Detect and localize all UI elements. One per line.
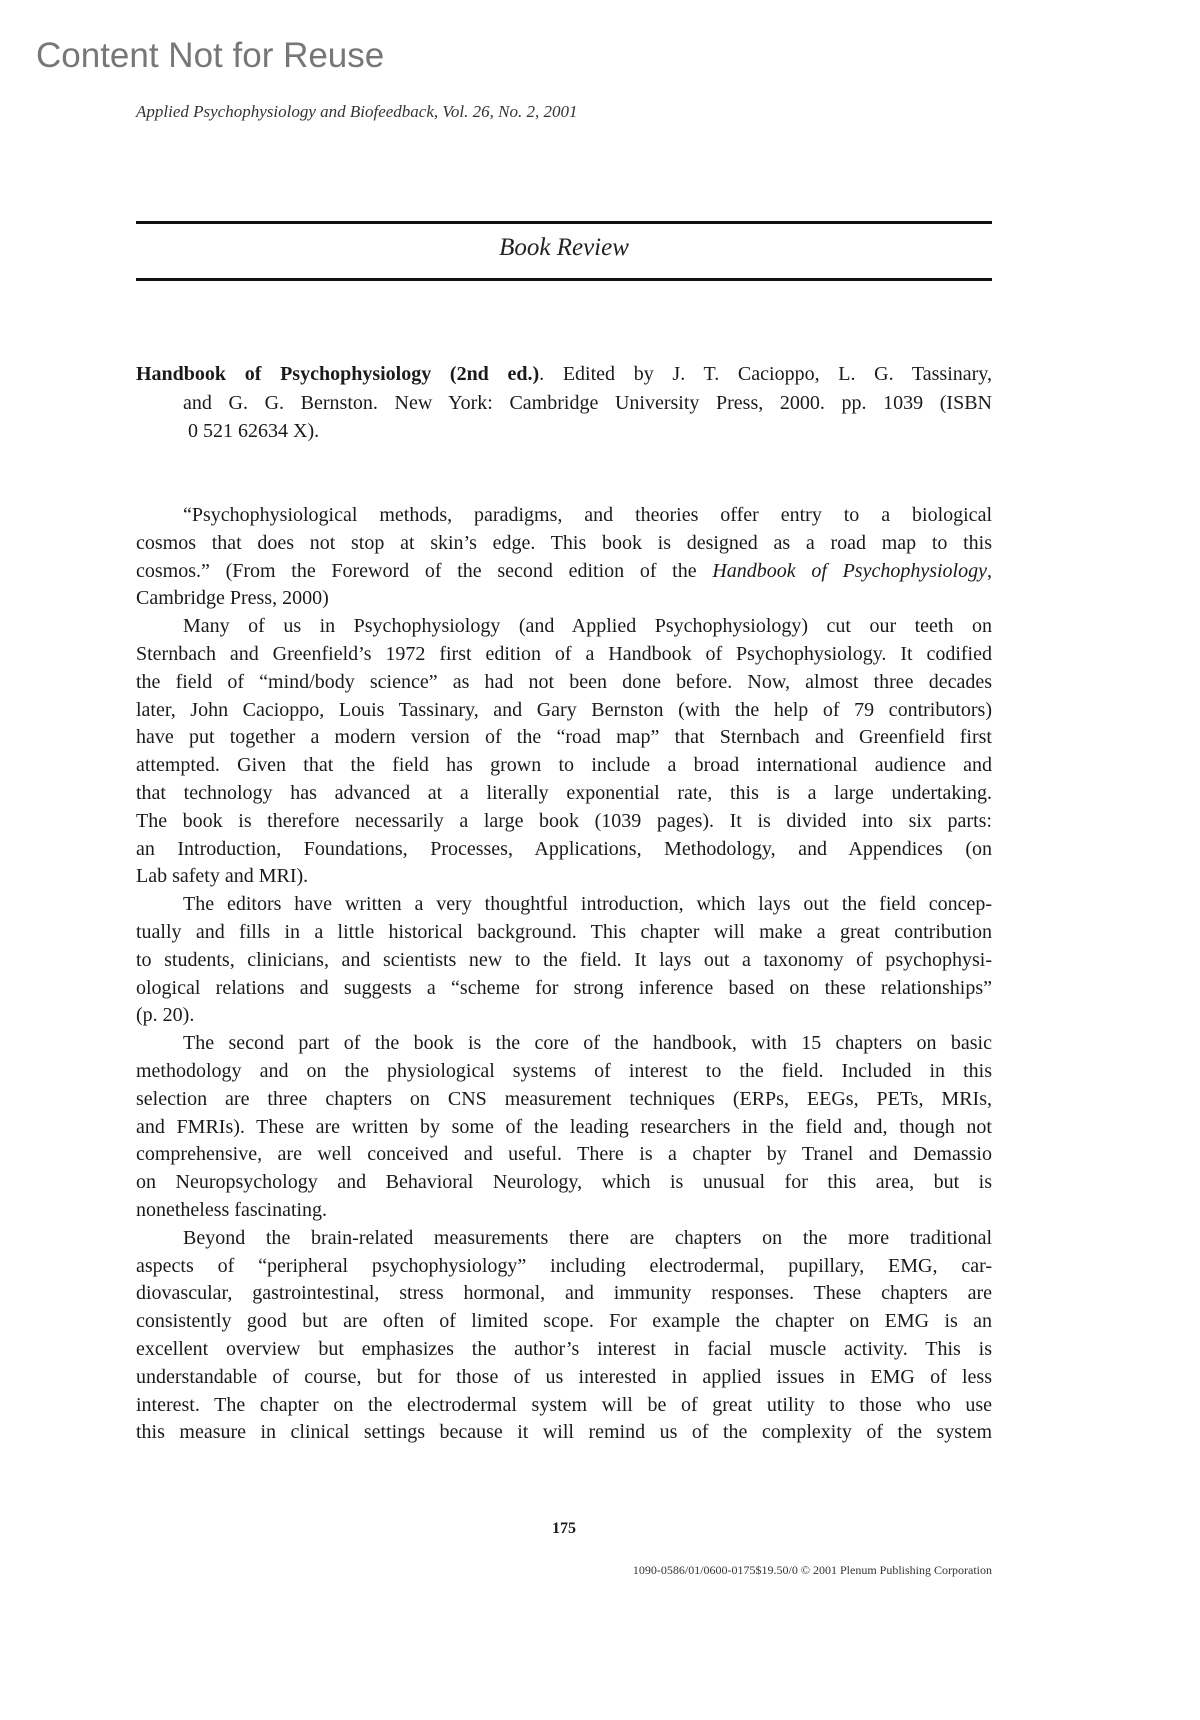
bottom-rule: [136, 278, 992, 281]
text-line: [136, 1392, 992, 1420]
text-line: [136, 502, 992, 530]
text-segment: diovascular, gastrointestinal, stress hormonal, and immunity responses. These chapters are: [136, 1282, 992, 1305]
text-segment: to students, clinicians, and scientists new to the field. It lays out a taxonomy of psychophysi-: [136, 948, 992, 971]
text-line: [136, 1364, 992, 1392]
book-citation: [136, 360, 992, 446]
text-segment: (p. 20).: [136, 1004, 195, 1027]
text-segment: cosmos.” (From the Foreword of the second edition of the: [136, 559, 713, 582]
text-segment: The editors have written a very thoughtful introduction, which lays out the field concep-: [183, 893, 992, 916]
text-line: [136, 1336, 992, 1364]
paragraph: [136, 613, 992, 891]
text-line: [136, 724, 992, 752]
text-line: [136, 1225, 992, 1253]
text-segment: selection are three chapters on CNS measurement techniques (ERPs, EEGs, PETs, MRIs,: [136, 1087, 992, 1110]
text-line: [136, 1308, 992, 1336]
text-segment: ological relations and suggests a “scheme for strong inference based on these relationships”: [136, 976, 992, 999]
text-line: [136, 808, 992, 836]
text-line: [136, 613, 992, 641]
review-body: [136, 502, 992, 1447]
text-segment: consistently good but are often of limited scope. For example the chapter on EMG is an: [136, 1310, 992, 1333]
text-line: [136, 891, 992, 919]
page-number: 175: [552, 1520, 576, 1537]
section-title: Book Review: [499, 234, 629, 261]
text-line: [136, 530, 992, 558]
paragraph: [136, 502, 992, 613]
text-segment: aspects of “peripheral psychophysiology” including electrodermal, pupillary, EMG, car-: [136, 1254, 992, 1277]
text-segment: Many of us in Psychophysiology (and Applied Psychophysiology) cut our teeth on: [183, 615, 992, 638]
text-segment: an Introduction, Foundations, Processes, Applications, Methodology, and Appendices (on: [136, 837, 992, 860]
text-segment: have put together a modern version of the “road map” that Sternbach and Greenfield first: [136, 726, 992, 749]
text-segment: understandable of course, but for those of us interested in applied issues in EMG of less: [136, 1365, 992, 1388]
text-line: [136, 836, 992, 864]
text-segment: cosmos that does not stop at skin’s edge. This book is designed as a road map to this: [136, 531, 992, 554]
paragraph: [136, 1225, 992, 1447]
text-line: [136, 1058, 992, 1086]
text-line: [136, 1253, 992, 1281]
text-line: [136, 669, 992, 697]
text-segment: comprehensive, are well conceived and useful. There is a chapter by Tranel and Demassio: [136, 1143, 992, 1166]
text-segment: ,: [987, 559, 992, 582]
text-segment: attempted. Given that the field has grown to include a broad international audience and: [136, 754, 992, 777]
text-line: [136, 780, 992, 808]
text-segment: interest. The chapter on the electrodermal system will be of great utility to those who use: [136, 1393, 992, 1416]
text-segment: on Neuropsychology and Behavioral Neurology, which is unusual for this area, but is: [136, 1171, 992, 1194]
text-line: [136, 919, 992, 947]
text-line: [136, 585, 992, 613]
paragraph: [136, 1030, 992, 1225]
italic-title: Handbook of Psychophysiology: [712, 559, 987, 582]
text-line: [136, 947, 992, 975]
text-segment: “Psychophysiological methods, paradigms, and theories offer entry to a biological: [183, 504, 992, 526]
citation-line: 0 521 62634 X).: [188, 420, 320, 442]
text-segment: nonetheless fascinating.: [136, 1198, 328, 1221]
text-segment: The book is therefore necessarily a large book (1039 pages). It is divided into six parts:: [136, 809, 992, 832]
text-segment: later, John Cacioppo, Louis Tassinary, and Gary Bernston (with the help of 79 contributors): [136, 698, 992, 721]
text-line: [136, 641, 992, 669]
text-line: [136, 1169, 992, 1197]
text-line: [136, 1114, 992, 1142]
copyright-footer: 1090-0586/01/0600-0175$19.50/0 © 2001 Plenum Publishing Corporation: [632, 1563, 992, 1577]
text-segment: The second part of the book is the core of the handbook, with 15 chapters on basic: [183, 1032, 992, 1055]
text-line: [136, 1197, 992, 1225]
watermark: Content Not for Reuse: [36, 36, 385, 75]
text-line: [136, 1086, 992, 1114]
text-line: [136, 1030, 992, 1058]
text-segment: that technology has advanced at a literally exponential rate, this is a large undertaking.: [136, 781, 992, 804]
text-segment: excellent overview but emphasizes the author’s interest in facial muscle activity. This is: [136, 1337, 992, 1360]
text-line: [136, 1419, 992, 1447]
text-line: [136, 1280, 992, 1308]
text-segment: the field of “mind/body science” as had not been done before. Now, almost three decades: [136, 670, 992, 693]
text-segment: Cambridge Press, 2000): [136, 587, 329, 610]
text-segment: and FMRIs). These are written by some of the leading researchers in the field and, though not: [136, 1115, 992, 1138]
book-title: Handbook of Psychophysiology (2nd ed.): [136, 363, 540, 385]
text-segment: tually and fills in a little historical background. This chapter will make a great contribution: [136, 920, 992, 943]
text-line: [136, 697, 992, 725]
text-line: [136, 752, 992, 780]
text-line: [136, 1002, 992, 1030]
top-rule: [136, 221, 992, 224]
text-segment: Beyond the brain-related measurements there are chapters on the more traditional: [183, 1226, 992, 1249]
paragraph: [136, 891, 992, 1030]
citation-line: and G. G. Bernston. New York: Cambridge University Press, 2000. pp. 1039 (ISBN: [183, 391, 992, 414]
text-segment: this measure in clinical settings because it will remind us of the complexity of the system: [136, 1421, 992, 1444]
text-line: [136, 975, 992, 1003]
text-line: [136, 1141, 992, 1169]
text-segment: Lab safety and MRI).: [136, 865, 309, 888]
citation-line: [136, 360, 992, 389]
journal-header: Applied Psychophysiology and Biofeedback, Vol. 26, No. 2, 2001: [136, 102, 578, 121]
text-line: [136, 863, 992, 891]
text-segment: Sternbach and Greenfield’s 1972 first edition of a Handbook of Psychophysiology. It codified: [136, 642, 992, 665]
text-line: [136, 558, 992, 586]
citation-text: . Edited by J. T. Cacioppo, L. G. Tassinary,: [539, 363, 992, 385]
text-segment: methodology and on the physiological systems of interest to the field. Included in this: [136, 1059, 992, 1082]
